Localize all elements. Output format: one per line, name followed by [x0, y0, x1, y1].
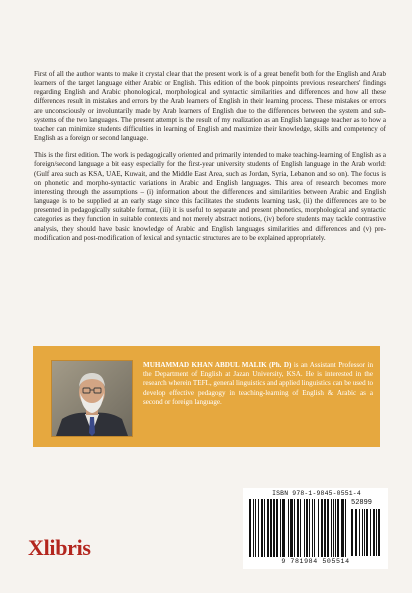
- publisher-logo: Xlibris: [28, 535, 91, 560]
- price-code: 52899: [351, 499, 373, 507]
- isbn-barcode: [243, 488, 388, 569]
- blurb-paragraph-1: First of all the author wants to make it crystal clear that the present work is of a great benefit both for the English and Arab learners of the target language either Arabic or English. This edition of the book pinpoints previous researchers' findings regarding English and Arabic phonological, morphological and syntactic similarities and differences and how all these differences result in mistakes and errors by the Arab learners of English in their learning process. These mistakes or errors are unconsciously or involuntarily made by Arab learners of English due to the differences between the system and sub-systems of the two languages. The present attempt is the result of my realization as an English language teacher as to how a teacher can minimize students difficulties in learning of English and maximize their knowledge, skills and competency of English as a foreign or second language.: [34, 70, 386, 143]
- author-name: MUHAMMAD KHAN ABDUL MALIK (Ph. D): [143, 361, 292, 369]
- supplement-barcode-bars: [351, 509, 383, 556]
- author-photo: [51, 360, 133, 437]
- blurb-text: [34, 70, 386, 243]
- ean-barcode-bars: [249, 499, 347, 557]
- isbn-number: ISBN 978-1-9845-0551-4: [272, 490, 361, 497]
- blurb-paragraph-2: This is the first edition. The work is pedagogically oriented and primarily intended to make teaching-learning of English as a foreign/second language a bit easy especially for the first-year university students of English language in the Arab world: (Gulf area such as KSA, UAE, Kuwait, and the Middle East Area, such as Jordan, Syria, Lebanon and so on). The focus is on phonetic and morpho-syntactic variations in Arabic and English languages. This area of research becomes more interesting through the assumptions – (i) information about the differences and similarities between Arabic and English language is to be supplied at an early stage since this facilitates the students learning task, (ii) the differences are to be presented in pedagogically suitable format, (iii) it is useful to separate and present phonetics, morphological and syntactic categories as they function in suitable contexts and not merely abstract notions, (iv) before students may tackle contrastive analysis, they should have basic knowledge of Arabic and English languages similarities and differences and (v) pre-modification and post-modification of lexical and syntactic structures are to be explained appropriately.: [34, 151, 386, 242]
- author-bio-text: is an Assistant Professor in the Department of English at Jazan University, KSA. He is interested in the research wherein TEFL, general linguistics and applied linguistics can be used to develop effective pedagogy in teaching-learning of English & Arabic as a second or foreign language.: [143, 361, 373, 406]
- author-bio: [143, 361, 373, 407]
- ean-digits: 9 781984 505514: [281, 558, 350, 565]
- author-portrait-image: [52, 361, 132, 436]
- author-info-box: [33, 346, 380, 447]
